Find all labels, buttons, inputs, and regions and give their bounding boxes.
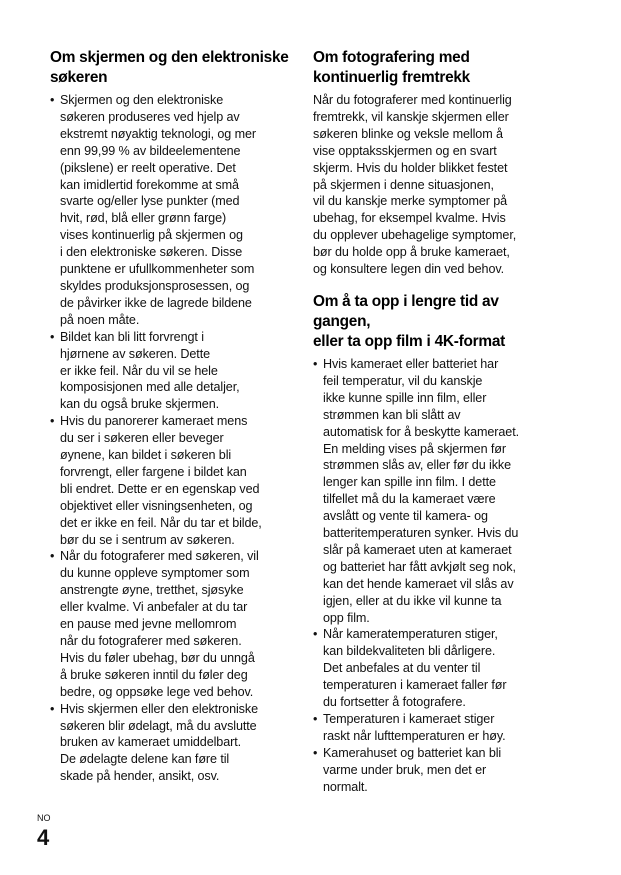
heading-line: eller ta opp film i 4K-format bbox=[313, 332, 506, 350]
page-number: 4 bbox=[37, 825, 50, 850]
heading-line: søkeren bbox=[50, 69, 108, 86]
heading-line: Om fotografering med bbox=[313, 49, 470, 66]
list-item: • Hvis du panorerer kameraet mens du ser i søkeren eller beveger øynene, kan bildet i søkeren bli forvrengt, eller fargene i bildet kan bli endret. Dette er en egenskap ved objektivet eller visningsenheten, og det er ikke en feil. Når du tar et bilde, bør du se i sentrum av søkeren. bbox=[50, 414, 262, 547]
list-item: • Temperaturen i kameraet stiger raskt når lufttemperaturen er høy. bbox=[313, 712, 506, 743]
list-item: • Skjermen og den elektroniske søkeren produseres ved hjelp av ekstremt nøyaktig teknologi, og mer enn 99,99 % av bildeelementene (pikslene) er reelt operative. Det kan imidlertid forekomme at små svarte og/eller lyse punkter (med hvit, rød, blå eller grønn farge) vises kontinuerlig på skjermen og i den elektroniske søkeren. Disse punktene er ufullkommenheter som skyldes produksjonsprosessen, og de påvirker ikke de lagrede bildene på noen måte. bbox=[50, 93, 256, 327]
bullet-icon: • bbox=[50, 414, 55, 429]
left-column bbox=[50, 48, 290, 785]
list-item: • Når du fotograferer med søkeren, vil du kunne oppleve symptomer som anstrengte øyne, tretthet, sjøsyke eller kvalme. Vi anbefaler at du tar en pause med jevne mellomrom når du fotograferer med søkeren. Hvis du føler ubehag, bør du unngå å bruke søkeren inntil du føler deg bedre, og oppsøke lege ved behov. bbox=[50, 549, 259, 699]
list-item: • Hvis kameraet eller batteriet har feil temperatur, vil du kanskje ikke kunne spille inn film, eller strømmen kan bli slått av automatisk for å beskytte kameraet. En melding vises på skjermen før strømmen slås av, eller før du ikke lenger kan spille inn film. I dette tilfellet må du la kameraet være avslått og vente til kamera- og batteritemperaturen synker. Hvis du slår på kameraet uten at kameraet og batteriet har fått avkjølt seg nok, kan det hende kameraet vil slås av igjen, eller at du ikke vil kunne ta opp film. bbox=[313, 356, 519, 625]
continuous-shooting-paragraph: Når du fotograferer med kontinuerlig fremtrekk, vil kanskje skjermen eller søkeren blinke og veksle mellom å vise opptaksskjermen og en svart skjerm. Hvis du holder blikket festet på skjermen i denne situasjonen, vil du kanskje merke symptomer på ubehag, for eksempel kvalme. Hvis du opplever ubehagelige symptomer, bør du holde opp å bruke kameraet, og konsultere legen din ved behov. bbox=[313, 93, 517, 277]
list-item: • Kamerahuset og batteriet kan bli varme under bruk, men det er normalt. bbox=[313, 745, 502, 794]
section-heading-long-recording bbox=[313, 292, 558, 352]
heading-line: Om skjermen og den elektroniske bbox=[50, 49, 289, 66]
bullet-icon: • bbox=[50, 701, 55, 716]
display-bullet-list bbox=[50, 92, 290, 785]
bullet-icon: • bbox=[50, 329, 55, 344]
list-item: • Bildet kan bli litt forvrengt i hjørnene av søkeren. Dette er ikke feil. Når du vil se hele komposisjonen med alle detaljer, kan du også bruke skjermen. bbox=[50, 329, 240, 412]
heading-line: kontinuerlig fremtrekk bbox=[313, 69, 470, 86]
bullet-icon: • bbox=[50, 549, 55, 564]
section-heading-display bbox=[50, 48, 290, 88]
language-code: NO bbox=[37, 813, 51, 823]
recording-bullet-list bbox=[313, 356, 558, 796]
bullet-icon: • bbox=[313, 745, 318, 760]
right-column bbox=[313, 48, 558, 796]
bullet-icon: • bbox=[50, 93, 55, 107]
bullet-icon: • bbox=[313, 627, 318, 642]
list-item: • Hvis skjermen eller den elektroniske søkeren blir ødelagt, må du avslutte bruken av kameraet umiddelbart. De ødelagte delene kan føre til skade på hender, ansikt, osv. bbox=[50, 701, 258, 784]
list-item: • Når kameratemperaturen stiger, kan bildekvaliteten bli dårligere. Det anbefales at du venter til temperaturen i kameraet faller før du fortsetter å fotografere. bbox=[313, 627, 507, 710]
bullet-icon: • bbox=[313, 356, 318, 371]
section-heading-continuous-shooting bbox=[313, 48, 558, 88]
heading-line: Om å ta opp i lengre tid av gangen, bbox=[313, 292, 499, 330]
page-footer bbox=[37, 813, 51, 850]
bullet-icon: • bbox=[313, 712, 318, 726]
